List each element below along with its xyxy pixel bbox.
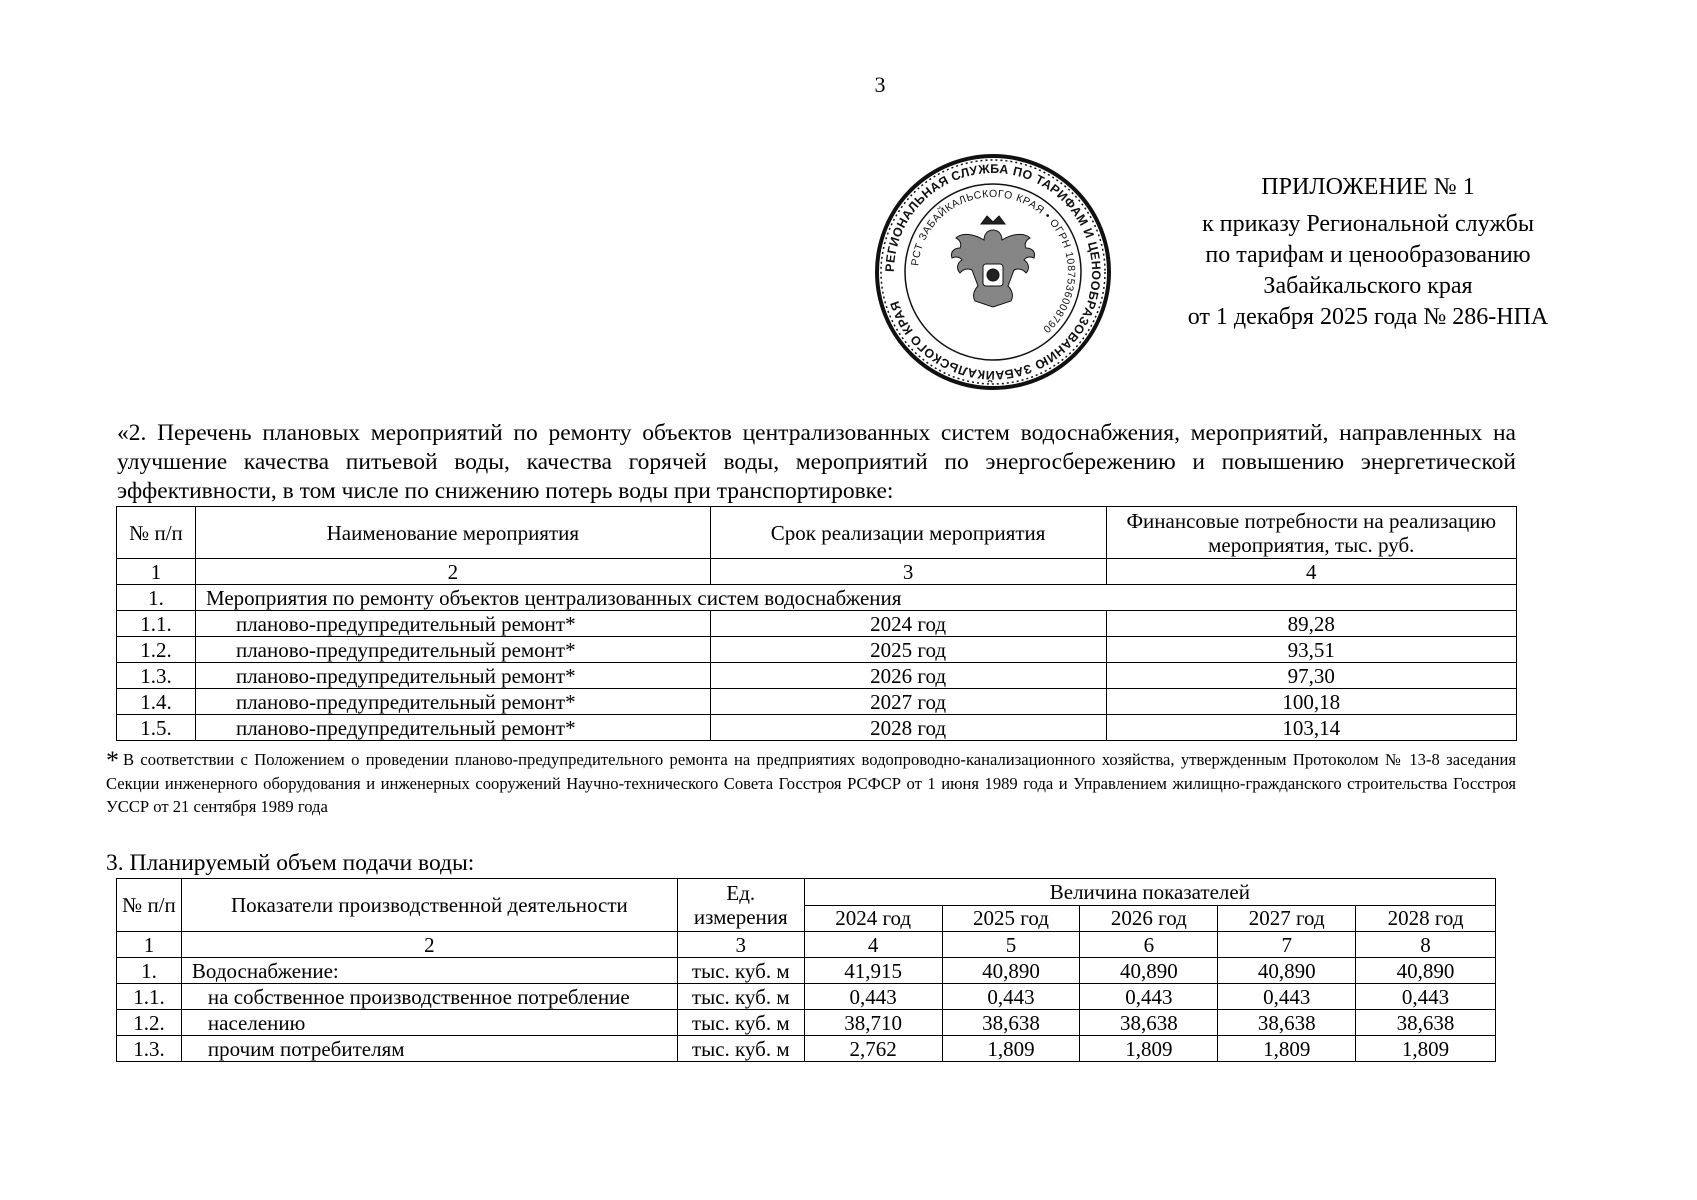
row-value: 40,890	[1356, 958, 1496, 984]
header-num: № п/п	[117, 507, 196, 559]
row-value: 38,638	[942, 1010, 1080, 1036]
header-term: Срок реализации мероприятия	[710, 507, 1106, 559]
row-num: 1.	[117, 958, 182, 984]
row-term: 2026 год	[710, 663, 1106, 689]
row-amount: 103,14	[1106, 715, 1517, 741]
row-measure-name: планово-предупредительный ремонт*	[195, 611, 710, 637]
row-value: 40,890	[942, 958, 1080, 984]
repair-measures-table	[116, 506, 1517, 741]
table-row	[117, 689, 1517, 715]
row-amount: 89,28	[1106, 611, 1517, 637]
col-number: 7	[1218, 932, 1356, 958]
table-header-row	[117, 879, 1496, 906]
row-indicator: Водоснабжение:	[181, 958, 677, 984]
row-value: 2,762	[804, 1036, 942, 1062]
page-number: 3	[874, 72, 886, 97]
section-2-heading: «2. Перечень плановых мероприятий по ремонту объектов централизованных систем водоснабжения, мероприятий, направленных на улучшение качества питьевой воды, качества горячей воды, мероприятий по энергосбережению и повышению энергетической эффективности, в том числе по снижению потерь воды при транспортировке:	[117, 420, 1516, 504]
row-value: 38,638	[1080, 1010, 1218, 1036]
row-value: 0,443	[1356, 984, 1496, 1010]
row-term: 2027 год	[710, 689, 1106, 715]
appendix-line-1: к приказу Региональной службы	[1202, 211, 1534, 237]
row-amount: 97,30	[1106, 663, 1517, 689]
table-row	[117, 1010, 1496, 1036]
footnote-star: *	[106, 746, 119, 775]
row-num: 1.2.	[117, 637, 196, 663]
row-term: 2025 год	[710, 637, 1106, 663]
row-value: 0,443	[804, 984, 942, 1010]
row-indicator: прочим потребителям	[181, 1036, 677, 1062]
row-indicator: населению	[181, 1010, 677, 1036]
row-amount: 100,18	[1106, 689, 1517, 715]
row-value: 1,809	[942, 1036, 1080, 1062]
water-supply-volume-table	[116, 878, 1496, 1062]
row-value: 38,638	[1218, 1010, 1356, 1036]
appendix-line-3: Забайкальского края	[1263, 273, 1473, 299]
col-number: 1	[117, 559, 196, 585]
row-measure-name: планово-предупредительный ремонт*	[195, 689, 710, 715]
col-number: 6	[1080, 932, 1218, 958]
row-num: 1.3.	[117, 1036, 182, 1062]
table-row	[117, 663, 1517, 689]
table-row	[117, 958, 1496, 984]
table-group-row	[117, 585, 1517, 611]
header-year: 2027 год	[1218, 905, 1356, 932]
table-row	[117, 637, 1517, 663]
row-value: 1,809	[1080, 1036, 1218, 1062]
col-number: 4	[804, 932, 942, 958]
row-unit: тыс. куб. м	[677, 984, 804, 1010]
row-value: 0,443	[1218, 984, 1356, 1010]
col-number: 4	[1106, 559, 1517, 585]
row-term: 2024 год	[710, 611, 1106, 637]
header-indicator: Показатели производственной деятельности	[181, 879, 677, 932]
col-number: 5	[942, 932, 1080, 958]
col-number: 3	[710, 559, 1106, 585]
footnote-text: В соответствии с Положением о проведении планово-предупредительного ремонта на предприятиях водопроводно-канализационного хозяйства, утвержденным Протоколом № 13-8 заседания Секции инженерного оборудования и инженерных сооружений Научно-технического Совета Госстроя РСФСР от 1 июня 1989 года и Управлением жилищно-гражданского строительства Госстроя УССР от 21 сентября 1989 года	[106, 750, 1516, 816]
row-unit: тыс. куб. м	[677, 1010, 804, 1036]
appendix-header	[1148, 172, 1588, 333]
row-num: 1.1.	[117, 611, 196, 637]
group-num: 1.	[117, 585, 196, 611]
appendix-line-2: по тарифам и ценообразованию	[1205, 242, 1531, 268]
row-measure-name: планово-предупредительный ремонт*	[195, 637, 710, 663]
col-number: 1	[117, 932, 182, 958]
row-num: 1.3.	[117, 663, 196, 689]
row-value: 1,809	[1356, 1036, 1496, 1062]
appendix-line-4: от 1 декабря 2025 года № 286-НПА	[1187, 304, 1549, 330]
table-row	[117, 715, 1517, 741]
row-value: 1,809	[1218, 1036, 1356, 1062]
row-value: 38,638	[1356, 1010, 1496, 1036]
row-value: 41,915	[804, 958, 942, 984]
row-unit: тыс. куб. м	[677, 958, 804, 984]
table-row	[117, 611, 1517, 637]
header-year: 2028 год	[1356, 905, 1496, 932]
table-numbering-row	[117, 559, 1517, 585]
header-measure-name: Наименование мероприятия	[195, 507, 710, 559]
col-number: 3	[677, 932, 804, 958]
row-num: 1.5.	[117, 715, 196, 741]
table-row	[117, 984, 1496, 1010]
header-financing: Финансовые потребности на реализацию мероприятия, тыс. руб.	[1106, 507, 1517, 559]
row-num: 1.1.	[117, 984, 182, 1010]
row-measure-name: планово-предупредительный ремонт*	[195, 663, 710, 689]
row-value: 38,710	[804, 1010, 942, 1036]
row-num: 1.2.	[117, 1010, 182, 1036]
footnote	[106, 748, 1516, 818]
row-amount: 93,51	[1106, 637, 1517, 663]
table-numbering-row	[117, 932, 1496, 958]
official-seal	[873, 152, 1113, 392]
row-value: 40,890	[1080, 958, 1218, 984]
col-number: 2	[195, 559, 710, 585]
row-value: 0,443	[1080, 984, 1218, 1010]
header-year: 2024 год	[804, 905, 942, 932]
row-measure-name: планово-предупредительный ремонт*	[195, 715, 710, 741]
group-name: Мероприятия по ремонту объектов централизованных систем водоснабжения	[195, 585, 1516, 611]
seal-outer-text: РЕГИОНАЛЬНАЯ СЛУЖБА ПО ТАРИФАМ И ЦЕНООБРАЗОВАНИЮ ЗАБАЙКАЛЬСКОГО КРАЯ	[882, 161, 1104, 383]
row-value: 40,890	[1218, 958, 1356, 984]
row-indicator: на собственное производственное потребление	[181, 984, 677, 1010]
section-3-heading: 3. Планируемый объем подачи воды:	[106, 850, 475, 876]
header-year: 2026 год	[1080, 905, 1218, 932]
row-value: 0,443	[942, 984, 1080, 1010]
table-header-row	[117, 507, 1517, 559]
coat-of-arms-emblem	[951, 216, 1034, 307]
table-row	[117, 1036, 1496, 1062]
header-year: 2025 год	[942, 905, 1080, 932]
header-values: Величина показателей	[804, 879, 1495, 906]
appendix-title: ПРИЛОЖЕНИЕ № 1	[1261, 174, 1475, 200]
col-number: 2	[181, 932, 677, 958]
row-num: 1.4.	[117, 689, 196, 715]
row-unit: тыс. куб. м	[677, 1036, 804, 1062]
header-unit: Ед. измерения	[677, 879, 804, 932]
col-number: 8	[1356, 932, 1496, 958]
seal-inner-text: РСТ ЗАБАЙКАЛЬСКОГО КРАЯ • ОГРН 1087536008790	[909, 187, 1078, 336]
header-num: № п/п	[117, 879, 182, 932]
row-term: 2028 год	[710, 715, 1106, 741]
